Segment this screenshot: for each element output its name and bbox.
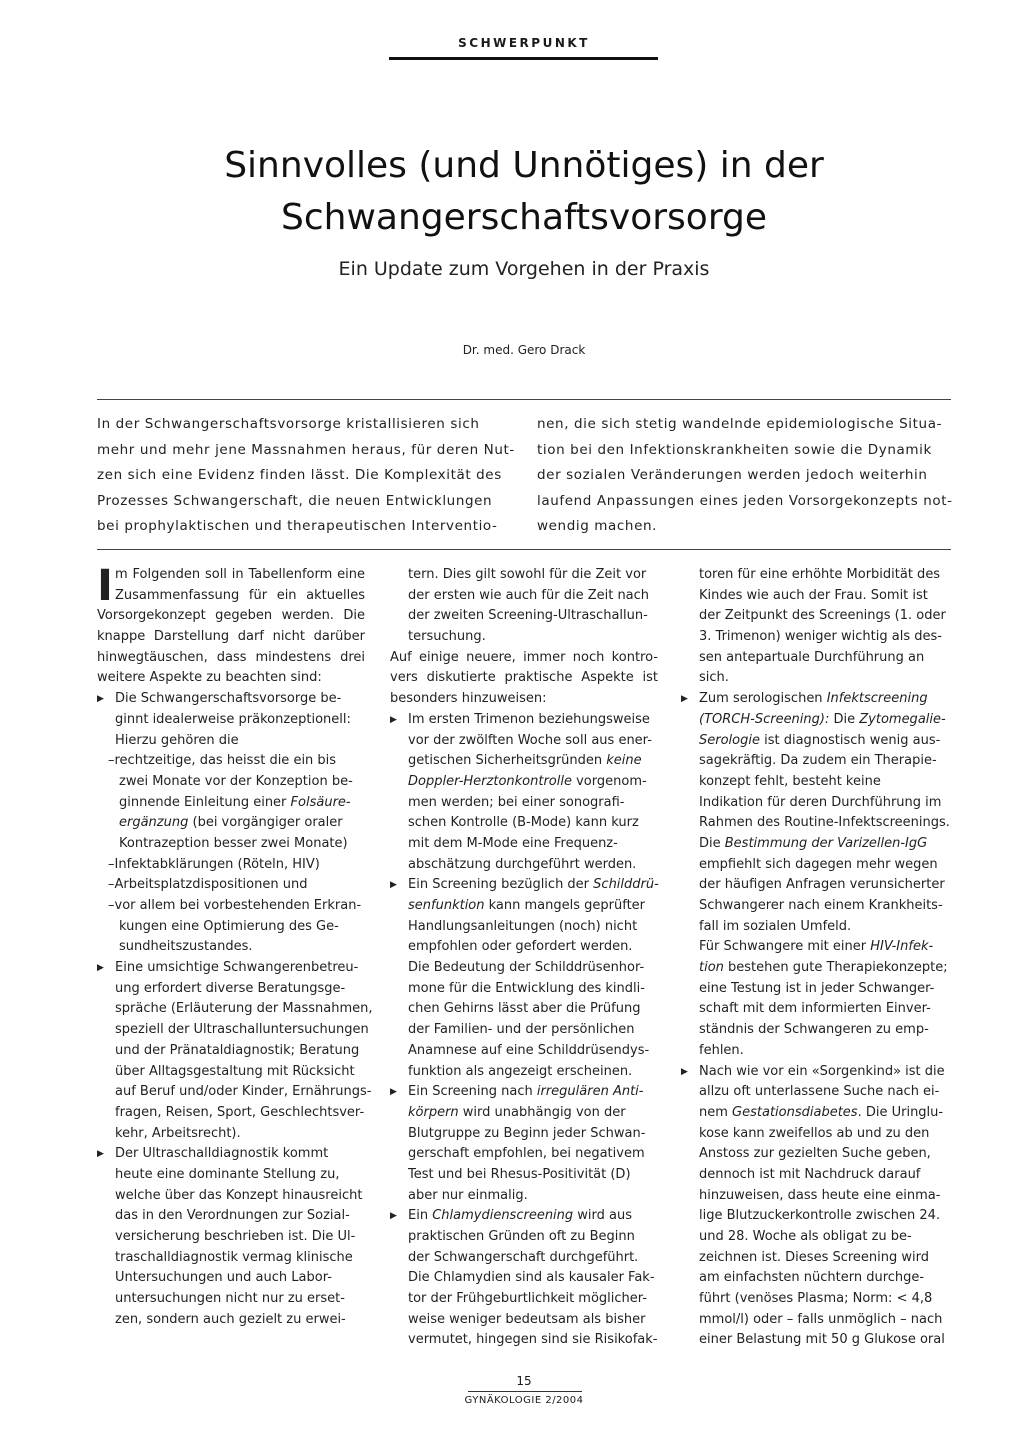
page-number: 15 [516,1374,532,1388]
article-title [0,140,1024,244]
bullet-icon: ▶ [390,1211,397,1222]
intro-line: Zusammenfassung für ein aktuelles [115,587,365,603]
body-column-1: I m Folgenden soll in Tabellenform eine Zusammenfassung für ein aktuelles Vorsorgekonzept gegeben werden. Die knappe Darstellung darf nicht darüber hinwegtäuschen, dass mindestens drei weitere Aspekte zu beachten sind: ▶ Die Schwangerschaftsvorsorge be- ginnt idealerweise präkonzeptionell: Hierzu gehören die –rechtzeitige, das heisst die ein bis zwei Monate vor der Konzeption be- ginnende Einleitung einer Folsäure- ergänzung (bei vorgängiger oraler Kontrazeption besser zwei Monate) –Infektabklärungen (Röteln, HIV) –Arbeitsplatzdispositionen und –vor allem bei vorbestehenden Erkran- kungen eine Optimierung des Ge- sundheitszustandes. ▶ Eine umsichtige Schwangerenbetreu- ung erfordert diverse Beratungsge- spräche (Erläuterung der Massnahmen, speziell der Ultraschalluntersuchungen und der Pränataldiagnostik; Beratung über Alltagsgestaltung mit Rücksicht auf Beruf und/oder Kinder, Ernährungs- fragen, Reisen, Sport, Geschlechtsver- kehr, Arbeitsrecht). ▶ Der Ultraschalldiagnostik kommt heute eine dominante Stellung zu, welche über das Konzept hinausreicht das in den Verordnungen zur Sozial- versicherung beschrieben ist. Die Ul- traschalldiagnostik vermag klinische Untersuchungen und auch Labor- untersuchungen nicht nur zu erset- zen, sondern auch gezielt zu erwei- [97,561,373,1327]
abstract-line: der sozialen Veränderungen werden jedoch weiterhin [537,467,928,483]
list-item: ▶ Nach wie vor ein «Sorgenkind» ist die [681,1062,949,1083]
abstract-line: bei prophylaktischen und therapeutischen Interventio- [97,518,498,534]
article-subtitle: Ein Update zum Vorgehen in der Praxis [338,258,710,280]
abstract-left [97,412,515,540]
section-label: SCHWERPUNKT [458,36,590,50]
abstract-line: Prozesses Schwangerschaft, die neuen Entwicklungen [97,492,493,509]
dash-item: –Infektabklärungen (Röteln, HIV) [108,856,320,872]
bullet-icon: ▶ [681,1066,688,1077]
abstract-line: tion bei den Infektionskrankheiten sowie die Dynamik [537,441,932,458]
list-item: ▶ Ein Chlamydienscreening wird aus [390,1206,658,1227]
list-item: ▶ Zum serologischen Infektscreening [681,689,949,710]
intro-line: Vorsorgekonzept gegeben werden. Die [97,608,365,624]
abstract-line: zen sich eine Evidenz finden lässt. Die Komplexität des [97,467,502,483]
bullet-icon: ▶ [97,694,104,705]
abstract-line: nen, die sich stetig wandelnde epidemiologische Situa- [537,416,943,432]
dash-item: –Arbeitsplatzdispositionen und [108,877,308,893]
body-column-3: toren für eine erhöhte Morbidität des Kindes wie auch der Frau. Somit ist der Zeitpunkt des Screenings (1. oder 3. Trimenon) weniger wichtig als des- sen antepartuale Durchführung an sich. ▶ Zum serologischen Infektscreening (TORCH-Screening): Die Zytomegalie- Serologie ist diagnostisch wenig aus- sagekräftig. Da zudem ein Therapie- konzept fehlt, besteht keine Indikation für deren Durchführung im Rahmen des Routine-Infektscreenings. Die Bestimmung der Varizellen-IgG empfiehlt sich dagegen mehr wegen der häufigen Anfragen verunsicherter Schwangerer nach einem Krankheits- fall im sozialen Umfeld. Für Schwangere mit einer HIV-Infek- tion bestehen gute Therapiekonzepte; eine Testung ist in jeder Schwanger- schaft mit dem informierten Einver- ständnis der Schwangeren zu emp- fehlen. ▶ Nach wie vor ein «Sorgenkind» ist die allzu oft unterlassene Suche nach ei- nem Gestationsdiabetes. Die Uringlu- kose kann zweifellos ab und zu den Anstoss zur gezielten Suche geben, dennoch ist mit Nachdruck darauf hinzuweisen, dass heute eine einma- lige Blutzuckerkontrolle zwischen 24. und 28. Woche als obligat zu be- zeichnen ist. Dieses Screening wird am einfachsten nüchtern durchge- führt (venöses Plasma; Norm: < 4,8 mmol/l) oder – falls unmöglich – nach einer Belastung mit 50 g Glukose oral [681,567,950,1348]
section-rule [389,57,658,60]
bullet-icon: ▶ [681,694,688,705]
title-line-2: Schwangerschaftsvorsorge [281,197,767,238]
title-line-1: Sinnvolles (und Unnötiges) in der [224,145,824,186]
intro-line: m Folgenden soll in Tabellenform eine [115,567,365,582]
list-item: ▶ Ein Screening bezüglich der Schilddrü- [390,875,658,896]
abstract-rule-top [97,399,951,400]
abstract-rule-bottom [97,549,951,550]
intro-paragraph [97,561,365,689]
list-item: ▶ Der Ultraschalldiagnostik kommt [97,1144,365,1165]
list-item: ▶ Im ersten Trimenon beziehungsweise [390,710,658,731]
bullet-icon: ▶ [390,1087,397,1098]
list-item: ▶ Ein Screening nach irregulären Anti- [390,1082,658,1103]
list-item: ▶ Die Schwangerschaftsvorsorge be- [97,689,365,710]
footer-rule [468,1391,582,1392]
author-name: Dr. med. Gero Drack [462,343,586,357]
dash-item: –vor allem bei vorbestehenden Erkran- [108,898,362,913]
intro-line: hinwegtäuschen, dass mindestens drei [97,649,365,665]
abstract-line: laufend Anpassungen eines jeden Vorsorgekonzepts not- [537,492,953,509]
journal-name: GYNÄKOLOGIE 2/2004 [464,1395,584,1406]
dash-item: –rechtzeitige, das heisst die ein bis [108,753,337,769]
abstract-line: wendig machen. [537,518,658,534]
intro-line: knappe Darstellung darf nicht darüber [97,629,365,645]
bullet-icon: ▶ [390,714,397,725]
abstract-line: mehr und mehr jene Massnahmen heraus, für deren Nut- [97,441,515,458]
list-item: ▶ Eine umsichtige Schwangerenbetreu- [97,958,365,979]
body-column-2: tern. Dies gilt sowohl für die Zeit vor der ersten wie auch für die Zeit nach der zweiten Screening-Ultraschallun- tersuchung. Auf einige neuere, immer noch kontro- vers diskutierte praktische Aspekte ist besonders hinzuweisen: ▶ Im ersten Trimenon beziehungsweise vor der zwölften Woche soll aus ener- getischen Sicherheitsgründen keine Doppler-Herztonkontrolle vorgenom- men werden; bei einer sonografi- schen Kontrolle (B-Mode) kann kurz mit dem M-Mode eine Frequenz- abschätzung durchgeführt werden. ▶ Ein Screening bezüglich der Schilddrü- senfunktion kann mangels geprüfter Handlungsanleitungen (noch) nicht empfohlen oder gefordert werden. Die Bedeutung der Schilddrüsenhor- mone für die Entwicklung des kindli- chen Gehirns lässt aber die Prüfung der Familien- und der persönlichen Anamnese auf eine Schilddrüsendys- funktion als angezeigt erscheinen. ▶ Ein Screening nach irregulären Anti- körpern wird unabhängig von der Blutgruppe zu Beginn jeder Schwan- gerschaft empfohlen, bei negativem Test und bei Rhesus-Positivität (D) aber nur einmalig. ▶ Ein Chlamydienscreening wird aus praktischen Gründen oft zu Beginn der Schwangerschaft durchgeführt. Die Chlamydien sind als kausaler Fak- tor der Frühgeburtlichkeit möglicher- weise weniger bedeutsam als bisher vermutet, hingegen sind sie Risikofak- [390,567,659,1348]
bullet-icon: ▶ [97,1149,104,1160]
bullet-icon: ▶ [390,880,397,891]
abstract-line: In der Schwangerschaftsvorsorge kristallisieren sich [97,416,480,432]
abstract-right [537,412,951,540]
drop-cap: I [97,561,113,611]
bullet-icon: ▶ [97,963,104,974]
intro-line: weitere Aspekte zu beachten sind: [97,670,322,686]
